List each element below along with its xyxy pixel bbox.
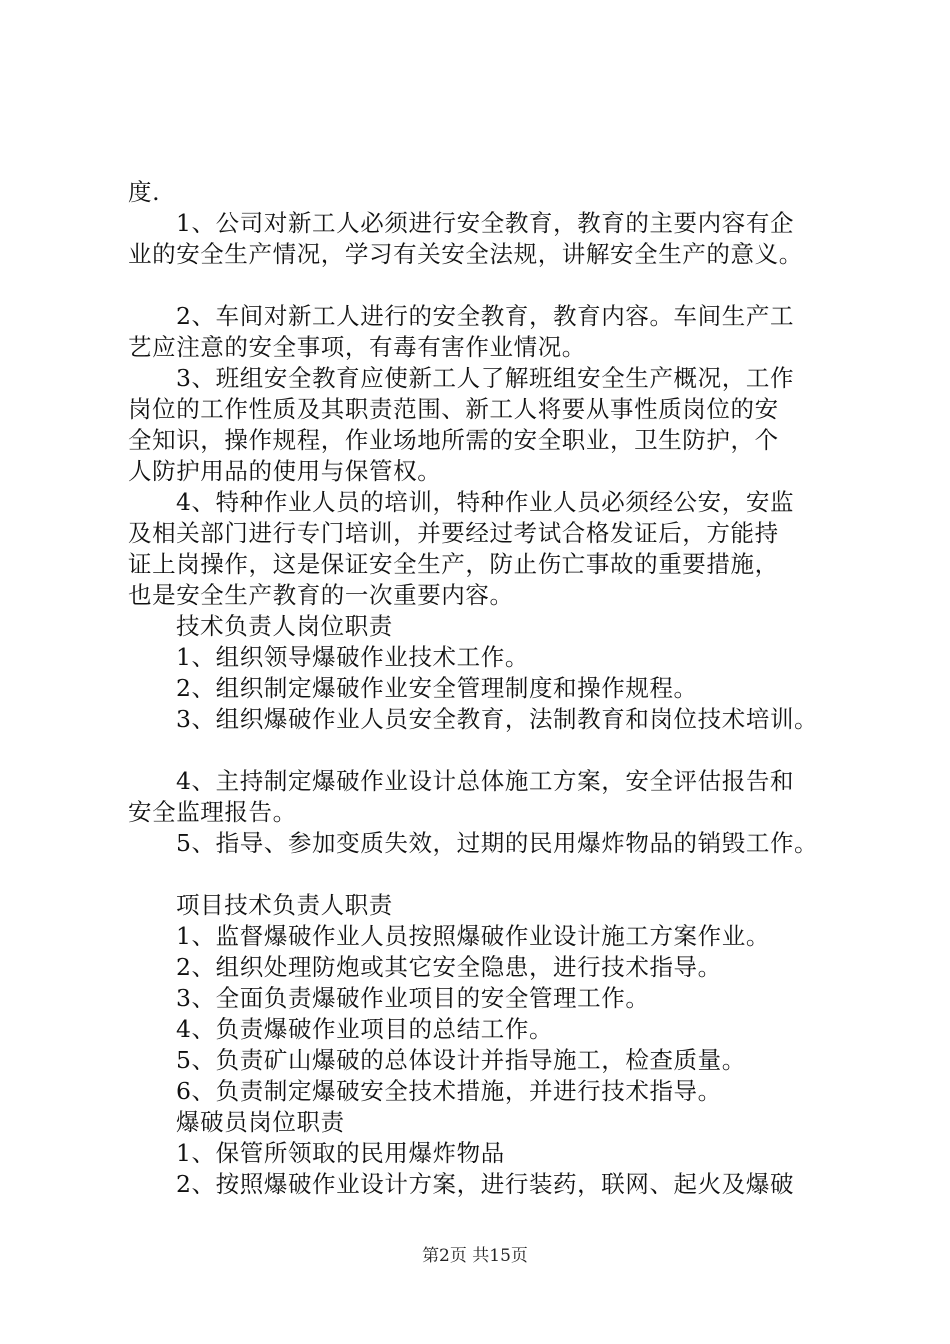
- list-item: 6、负责制定爆破安全技术措施，并进行技术指导。: [176, 1077, 722, 1105]
- list-item: 1、保管所领取的民用爆炸物品: [176, 1139, 505, 1167]
- list-item: 3、组织爆破作业人员安全教育，法制教育和岗位技术培训。: [176, 705, 819, 733]
- list-item: 3、全面负责爆破作业项目的安全管理工作。: [176, 984, 650, 1012]
- list-item: 1、组织领导爆破作业技术工作。: [176, 643, 529, 671]
- paragraph-1-line-1: 1、公司对新工人必须进行安全教育，教育的主要内容有企: [176, 209, 795, 237]
- text-line: 度.: [128, 178, 161, 206]
- list-item: 4、主持制定爆破作业设计总体施工方案，安全评估报告和: [176, 767, 795, 795]
- paragraph-4-line-3: 证上岗操作，这是保证安全生产，防止伤亡事故的重要措施，: [128, 550, 779, 578]
- paragraph-3-line-1: 3、班组安全教育应使新工人了解班组安全生产概况，工作: [176, 364, 795, 392]
- paragraph-4-line-1: 4、特种作业人员的培训，特种作业人员必须经公安，安监: [176, 488, 795, 516]
- list-item: 2、组织处理防炮或其它安全隐患，进行技术指导。: [176, 953, 722, 981]
- page-number-footer: 第2页 共15页: [422, 1246, 528, 1266]
- section-heading-tech-lead: 技术负责人岗位职责: [176, 612, 393, 640]
- list-item: 4、负责爆破作业项目的总结工作。: [176, 1015, 554, 1043]
- list-item: 1、监督爆破作业人员按照爆破作业设计施工方案作业。: [176, 922, 770, 950]
- paragraph-3-line-2: 岗位的工作性质及其职责范围、新工人将要从事性质岗位的安: [128, 395, 779, 423]
- paragraph-3-line-4: 人防护用品的使用与保管权。: [128, 457, 442, 485]
- list-item: 2、按照爆破作业设计方案，进行装药，联网、起火及爆破: [176, 1170, 795, 1198]
- list-item: 5、指导、参加变质失效，过期的民用爆炸物品的销毁工作。: [176, 829, 819, 857]
- paragraph-2-line-1: 2、车间对新工人进行的安全教育，教育内容。车间生产工: [176, 302, 795, 330]
- list-item-continuation: 安全监理报告。: [128, 798, 297, 826]
- paragraph-1-line-2: 业的安全生产情况，学习有关安全法规，讲解安全生产的意义。: [128, 240, 803, 268]
- list-item: 2、组织制定爆破作业安全管理制度和操作规程。: [176, 674, 698, 702]
- paragraph-4-line-2: 及相关部门进行专门培训，并要经过考试合格发证后，方能持: [128, 519, 779, 547]
- section-heading-project-tech-lead: 项目技术负责人职责: [176, 891, 393, 919]
- list-item: 5、负责矿山爆破的总体设计并指导施工，检查质量。: [176, 1046, 746, 1074]
- paragraph-4-line-4: 也是安全生产教育的一次重要内容。: [128, 581, 514, 609]
- paragraph-2-line-2: 艺应注意的安全事项，有毒有害作业情况。: [128, 333, 586, 361]
- paragraph-3-line-3: 全知识，操作规程，作业场地所需的安全职业，卫生防护，个: [128, 426, 779, 454]
- section-heading-blaster: 爆破员岗位职责: [176, 1108, 345, 1136]
